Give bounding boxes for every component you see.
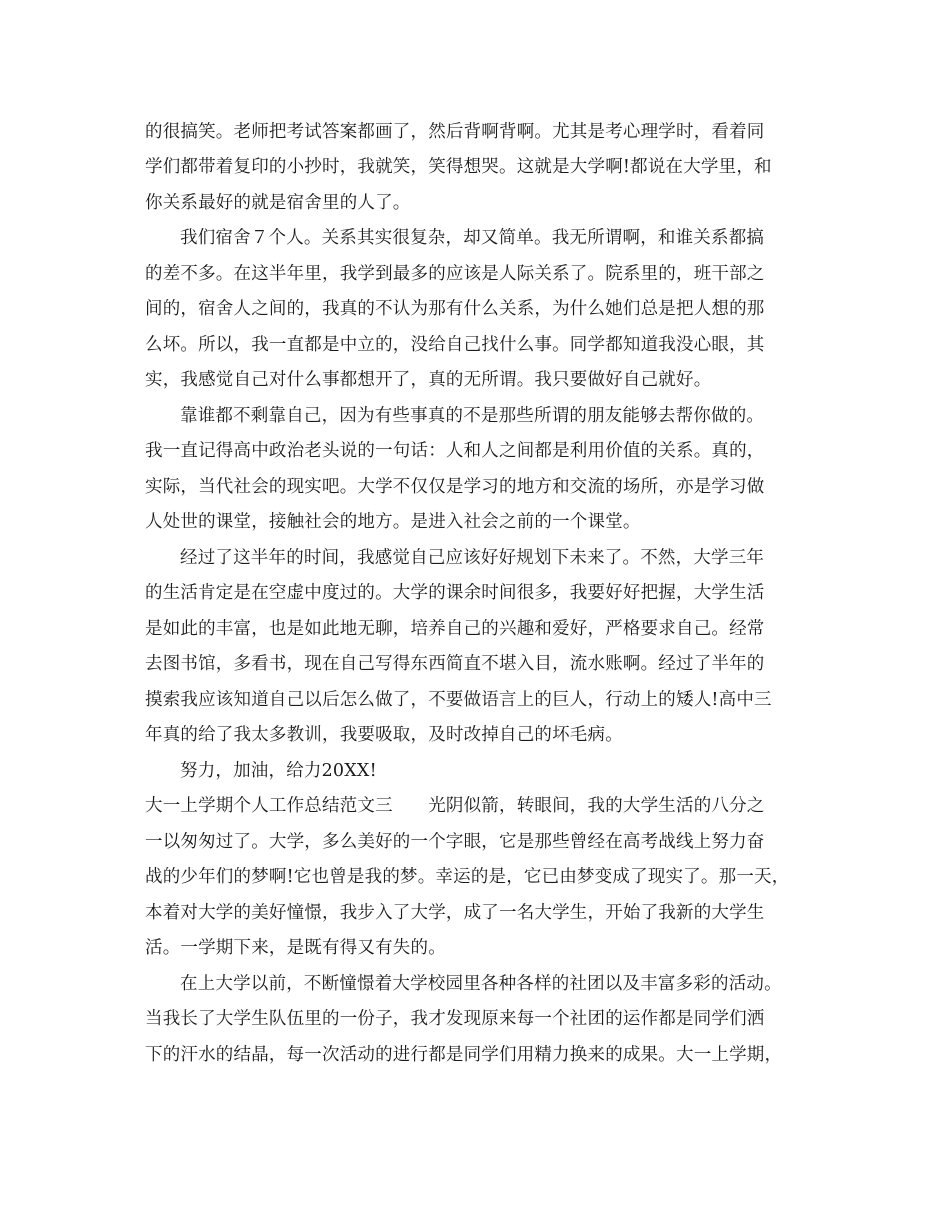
text-line: 活。一学期下来，是既有得又有失的。 [145,938,446,958]
text-line: 靠谁都不剩靠自己，因为有些事真的不是那些所谓的朋友能够去帮你做的。 [180,406,765,426]
text-line: 么坏。所以，我一直都是中立的，没给自己找什么事。同学都知道我没心眼，其 [145,335,765,355]
text-line: 人处世的课堂，接触社会的地方。是进入社会之前的一个课堂。 [145,512,641,532]
text-line: 摸索我应该知道自己以后怎么做了，不要做语言上的巨人，行动上的矮人!高中三 [145,690,772,710]
text-line: 的很搞笑。老师把考试答案都画了，然后背啊背啊。尤其是考心理学时，看着同 [145,122,765,142]
text-line: 去图书馆，多看书，现在自己写得东西简直不堪入目，流水账啊。经过了半年的 [145,654,765,674]
text-line: 在上大学以前，不断憧憬着大学校园里各种各样的社团以及丰富多彩的活动。 [180,974,782,994]
text-line: 本着对大学的美好憧憬，我步入了大学，成了一名大学生，开始了我新的大学生 [145,903,765,923]
text-line: 的生活肯定是在空虚中度过的。大学的课余时间很多，我要好好把握，大学生活 [145,583,765,603]
text-line: 下的汗水的结晶，每一次活动的进行都是同学们用精力换来的成果。大一上学期， [145,1045,783,1065]
text-line: 一以匆匆过了。大学，多么美好的一个字眼，它是那些曾经在高考战线上努力奋 [145,832,765,852]
text-line: 你关系最好的就是宿舍里的人了。 [145,193,411,213]
text-line: 是如此的丰富，也是如此地无聊，培养自己的兴趣和爱好，严格要求自己。经常 [145,619,765,639]
text-line: 我一直记得高中政治老头说的一句话：人和人之间都是利用价值的关系。真的， [145,441,765,461]
text-line: 我们宿舍７个人。关系其实很复杂，却又简单。我无所谓啊，和谁关系都搞 [180,228,765,248]
text-line: 实，我感觉自己对什么事都想开了，真的无所谓。我只要做好自己就好。 [145,370,712,390]
text-line: 经过了这半年的时间，我感觉自己应该好好规划下未来了。不然，大学三年 [180,548,765,568]
text-line: 当我长了大学生队伍里的一份子，我才发现原来每一个社团的运作都是同学们洒 [145,1009,765,1029]
text-line: 战的少年们的梦啊!它也曾是我的梦。幸运的是，它已由梦变成了现实了。那一天， [145,867,790,887]
text-line: 间的，宿舍人之间的，我真的不认为那有什么关系，为什么她们总是把人想的那 [145,299,765,319]
text-line: 学们都带着复印的小抄时，我就笑，笑得想哭。这就是大学啊!都说在大学里，和 [145,157,772,177]
text-line: 的差不多。在这半年里，我学到最多的应该是人际关系了。院系里的，班干部之 [145,264,765,284]
text-line: 实际，当代社会的现实吧。大学不仅仅是学习的地方和交流的场所，亦是学习做 [145,477,765,497]
text-line: 年真的给了我太多教训，我要吸取，及时改掉自己的坏毛病。 [145,725,623,745]
section-heading-line: 大一上学期个人工作总结范文三 光阴似箭，转眼间，我的大学生活的八分之 [145,796,765,816]
text-line: 努力，加油，给力20XX! [180,761,377,781]
